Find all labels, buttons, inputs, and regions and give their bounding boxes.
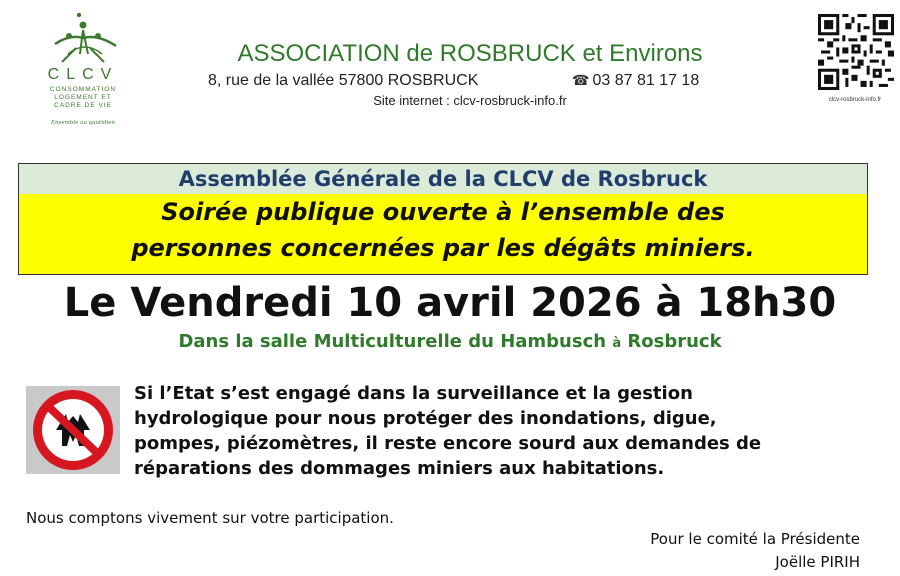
logo-subtitle <box>40 86 126 110</box>
body-line: pompes, piézomètres, il reste encore sourd aux demandes de <box>134 433 762 454</box>
association-name: ASSOCIATION de ROSBRUCK et Environs <box>237 40 703 67</box>
venue-text: Rosbruck <box>621 331 722 352</box>
banner-line-2: personnes concernées par les dégâts miniers. <box>131 234 755 262</box>
signature-title: Pour le comité la Présidente <box>650 530 860 548</box>
qr-code-icon <box>818 14 894 90</box>
address: 8, rue de la vallée 57800 ROSBRUCK <box>208 72 479 89</box>
body-line: réparations des dommages miniers aux habitations. <box>134 458 665 479</box>
logo-subtitle-line: CADRE DE VIE <box>54 102 112 109</box>
announcement-banner <box>18 163 868 275</box>
logo-letters: CLCV <box>47 66 119 83</box>
phone <box>572 72 699 90</box>
event-date: Le Vendredi 10 avril 2026 à 18h30 <box>63 280 837 326</box>
venue-text: Dans la salle Multiculturelle du Hambusch <box>178 331 613 352</box>
banner-line-1: Soirée publique ouverte à l’ensemble des <box>161 198 725 226</box>
body-line: Si l’Etat s’est engagé dans la surveillance et la gestion <box>134 383 693 404</box>
phone-icon: ☎ <box>572 72 590 88</box>
signature-name: Joëlle PIRIH <box>775 553 860 571</box>
qr-caption: clcv-rosbruck-info.fr <box>828 97 882 103</box>
prohibition-sign-icon <box>26 386 120 474</box>
event-venue <box>0 331 900 352</box>
closing-text: Nous comptons vivement sur votre participation. <box>26 509 394 527</box>
logo-motto: Ensemble au quotidien <box>50 120 116 126</box>
body-paragraph <box>134 381 874 481</box>
logo-subtitle-line: CONSOMMATION <box>49 86 117 93</box>
logo-subtitle-line: LOGEMENT ET <box>54 94 112 101</box>
website[interactable]: Site internet : clcv-rosbruck-info.fr <box>373 93 567 108</box>
venue-text: à <box>612 336 622 351</box>
banner-title: Assemblée Générale de la CLCV de Rosbruck <box>19 164 867 194</box>
phone-number: 03 87 81 17 18 <box>592 72 700 89</box>
banner-highlight <box>19 194 867 274</box>
body-line: hydrologique pour nous protéger des inondations, digue, <box>134 408 717 429</box>
